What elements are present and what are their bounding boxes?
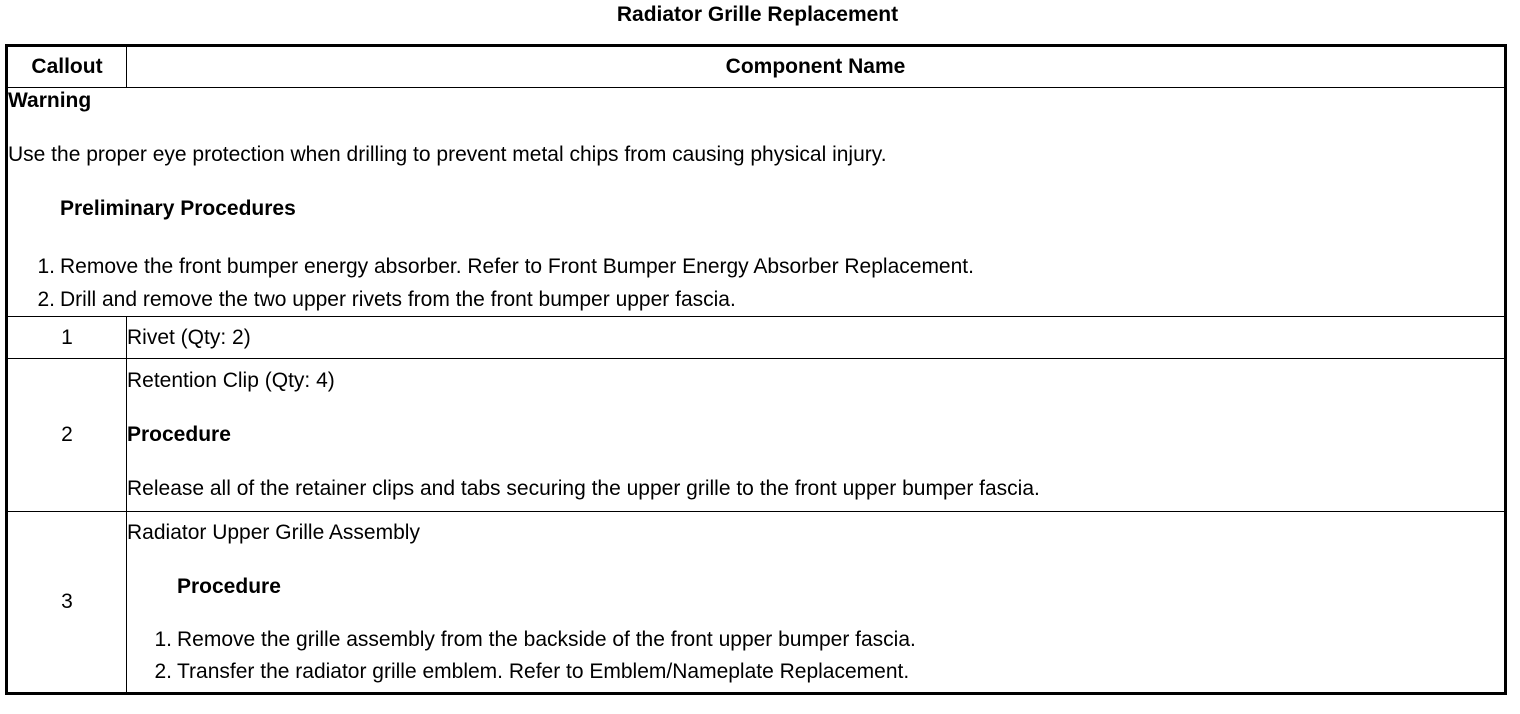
component-name: Rivet (Qty: 2) [127, 325, 251, 349]
procedure-text: Release all of the retainer clips and tabs securing the upper grille to the front upper bumper fascia. [127, 477, 1040, 500]
table-header-row [7, 46, 1506, 88]
table-row [7, 512, 1506, 694]
warning-title: Warning [8, 89, 92, 112]
callout-table [5, 44, 1507, 695]
list-item [127, 624, 1504, 656]
table-row [7, 317, 1506, 359]
step-number: 1. [37, 255, 55, 278]
component-name: Retention Clip (Qty: 4) [127, 369, 335, 392]
procedure-title: Procedure [127, 423, 231, 446]
component-cell [127, 359, 1506, 512]
procedure-steps [127, 624, 1504, 688]
header-callout: Callout [7, 46, 127, 88]
component-cell [127, 512, 1506, 694]
component-cell [127, 317, 1506, 359]
step-number: 2. [37, 288, 55, 311]
step-number: 1. [154, 628, 172, 651]
callout-number: 2 [7, 359, 127, 512]
table-row [7, 359, 1506, 512]
list-item [8, 250, 1504, 283]
step-text: Remove the front bumper energy absorber. Refer to Front Bumper Energy Absorber Replacement. [60, 255, 974, 278]
warning-text: Use the proper eye protection when drilling to prevent metal chips from causing physical injury. [8, 143, 887, 166]
procedure-title: Procedure [177, 575, 281, 598]
step-text: Transfer the radiator grille emblem. Refer to Emblem/Nameplate Replacement. [177, 660, 910, 683]
preliminary-steps [8, 250, 1504, 316]
step-text: Drill and remove the two upper rivets from the front bumper upper fascia. [60, 288, 736, 311]
list-item [127, 656, 1504, 688]
warning-cell [7, 88, 1506, 317]
step-number: 2. [154, 660, 172, 683]
header-component-name: Component Name [127, 46, 1506, 88]
preliminary-title: Preliminary Procedures [60, 197, 296, 220]
document-title: Radiator Grille Replacement [616, 3, 899, 26]
callout-number: 1 [7, 317, 127, 359]
list-item [8, 283, 1504, 316]
warning-row [7, 88, 1506, 317]
step-text: Remove the grille assembly from the backside of the front upper bumper fascia. [177, 628, 916, 651]
component-name: Radiator Upper Grille Assembly [127, 521, 420, 544]
callout-number: 3 [7, 512, 127, 694]
